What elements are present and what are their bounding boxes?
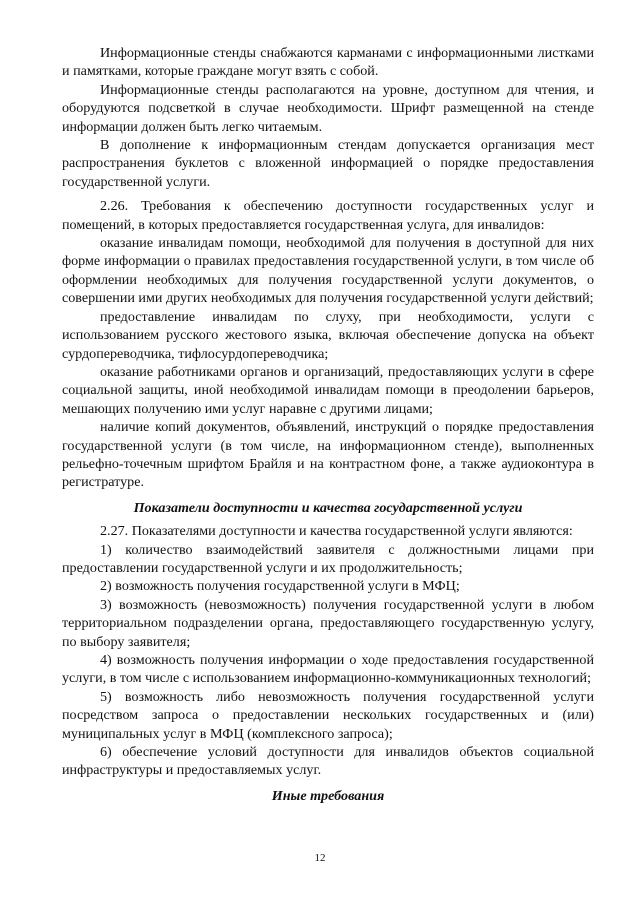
heading-other-requirements: Иные требования xyxy=(271,787,385,804)
paragraph-stands-placement: Информационные стенды располагаются на уровне, доступном для чтения, и оборудуются подсветкой в случае необходимости. Шрифт размещенной на стенде информации должен быть легко читаемым. xyxy=(62,81,594,135)
list-item-1: 1) количество взаимодействий заявителя с должностными лицами при предоставлении государственной услуги и их продолжительность; xyxy=(62,541,594,576)
paragraph-sign-language: предоставление инвалидам по слуху, при необходимости, услуги с использованием русского жестового языка, включая обеспечение допуска на объект сурдопереводчика, тифлосурдопереводчика; xyxy=(62,308,594,362)
document-body xyxy=(62,44,594,810)
page-number: 12 xyxy=(314,852,326,864)
paragraph-braille-copies: наличие копий документов, объявлений, инструкций о порядке предоставления государственной услуги (в том числе, на информационном стенде), выполненных рельефно-точечным шрифтом Брайля и на контрастном фоне, а также аудиоконтура в регистратуре. xyxy=(62,419,594,491)
paragraph-booklets: В дополнение к информационным стендам допускается организация мест распространения буклетов с вложенной информацией о порядке предоставления государственной услуги. xyxy=(62,137,594,190)
list-item-6: 6) обеспечение условий доступности для инвалидов объектов социальной инфраструктуры и предоставляемых услуг. xyxy=(62,744,594,779)
list-item-4: 4) возможность получения информации о ходе предоставления государственной услуги, в том числе с использованием информационно-коммуникационных технологий; xyxy=(62,652,594,687)
list-item-5: 5) возможность либо невозможность получения государственной услуги посредством запроса о предоставлении нескольких государственных и (или) муниципальных услуг в МФЦ (комплексного запроса); xyxy=(62,688,594,742)
paragraph-2-27: 2.27. Показателями доступности и качества государственной услуги являются: xyxy=(100,523,573,540)
list-item-2: 2) возможность получения государственной услуги в МФЦ; xyxy=(100,578,460,595)
heading-indicators: Показатели доступности и качества государственной услуги xyxy=(133,499,523,516)
paragraph-staff-assistance: оказание работниками органов и организаций, предоставляющих услуги в сфере социальной защиты, иной необходимой инвалидам помощи в преодолении барьеров, мешающих получению ими услуг наравне с другими лицами; xyxy=(62,363,594,417)
paragraph-2-26: 2.26. Требования к обеспечению доступности государственных услуг и помещений, в которых предоставляется государственная услуга, для инвалидов: xyxy=(62,198,594,233)
paragraph-stands-pockets: Информационные стенды снабжаются карманами с информационными листками и памятками, которые граждане могут взять с собой. xyxy=(62,45,594,80)
list-item-3: 3) возможность (невозможность) получения государственной услуги в любом территориальном подразделении органа, предоставляющего государственную услугу, по выбору заявителя; xyxy=(62,596,594,650)
paragraph-assistance-info: оказание инвалидам помощи, необходимой для получения в доступной для них форме информации о правилах предоставления государственной услуги, в том числе об оформлении необходимых для получения государственной услуги документов, о совершении ими других необходимых для получения государственной услуги действий; xyxy=(62,235,594,307)
